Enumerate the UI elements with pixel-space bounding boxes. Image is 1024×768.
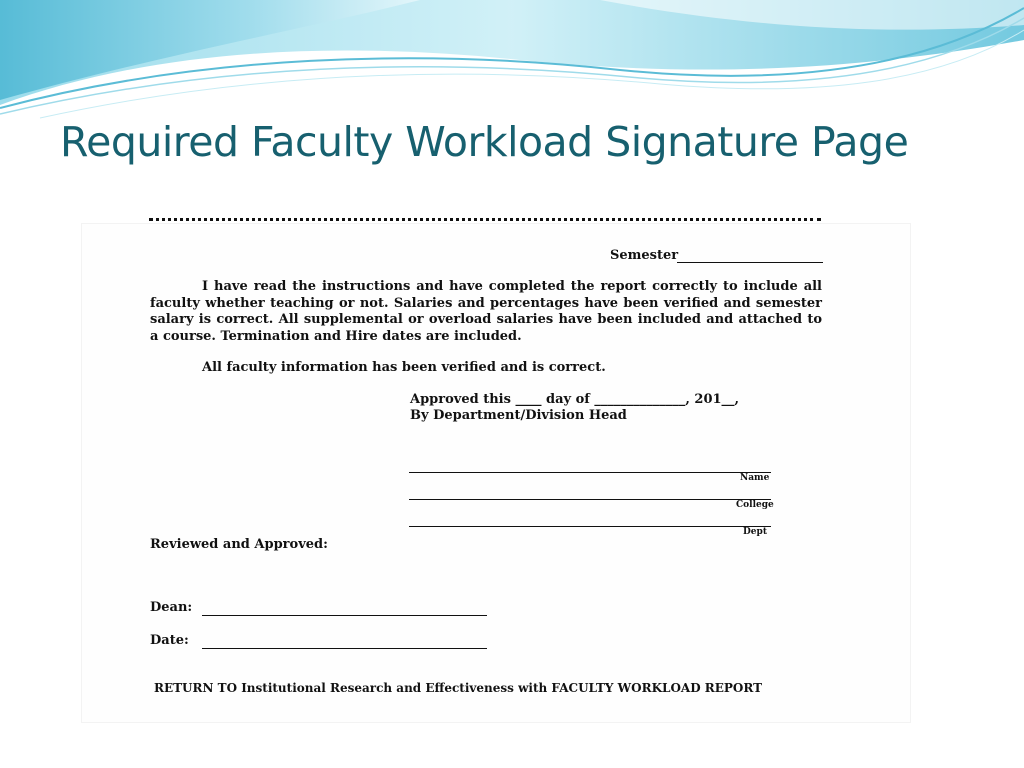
semester-label: Semester: [610, 248, 679, 263]
approved-by-label: By Department/Division Head: [410, 408, 627, 423]
return-instructions: RETURN TO Institutional Research and Effectiveness with FACULTY WORKLOAD REPORT: [154, 681, 763, 695]
slide-title: Required Faculty Workload Signature Page: [60, 118, 909, 166]
approved-date-line: Approved this ____ day of ______________, 201__,: [410, 392, 740, 407]
date-label: Date:: [150, 633, 189, 648]
dean-signature-line: [202, 615, 487, 616]
header-wave-decoration: [0, 0, 1024, 130]
dept-signature-line: [409, 526, 771, 527]
name-label: Name: [740, 473, 770, 483]
college-label: College: [736, 500, 774, 510]
date-signature-line: [202, 648, 487, 649]
certification-paragraph: I have read the instructions and have completed the report correctly to include all faculty whether teaching or not. Salaries and percentages have been verified and semester salary is correct. All supplemental or overload salaries have been included and attached to a course. Termination and Hire dates are included.: [150, 279, 822, 344]
college-signature-line: [409, 499, 771, 500]
name-signature-line: [409, 472, 771, 473]
dean-label: Dean:: [150, 600, 193, 615]
dept-label: Dept: [743, 527, 767, 537]
verified-statement: All faculty information has been verified and is correct.: [202, 360, 606, 375]
semester-field-line: [677, 262, 823, 263]
reviewed-approved-label: Reviewed and Approved:: [150, 537, 328, 552]
signature-page-document: [82, 224, 910, 722]
dotted-divider: [149, 218, 821, 221]
